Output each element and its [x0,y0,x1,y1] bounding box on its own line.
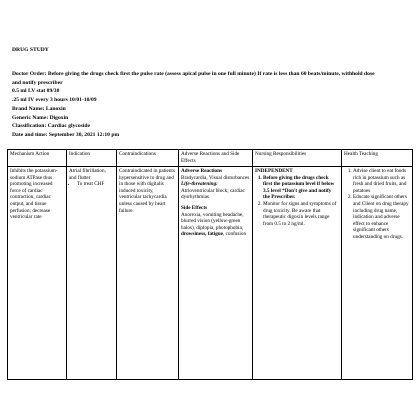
drug-study-table [7,149,413,380]
table-row [8,167,413,380]
dose-line-1: 0.5 ml LV stat 09/30 [12,88,60,94]
life-threatening-text: Atrioventricular block, cardiac dysrhythmias [181,187,245,201]
indication-bullet: • To treat CHF [77,181,114,188]
indication-list [69,181,114,188]
header-adverse-reactions: Adverse Reactions and Side Effects [179,150,253,167]
date-time: Date and time: September 30, 2021 12:10 pm [12,132,120,138]
nursing-item-2: 2. Monitor for signs and symptoms of drug toxicity. Be aware that therapeutic digoxin levels range from 0.5 to 2 ng/ml. [263,201,339,227]
adverse-cell [179,167,253,380]
header-contraindications: Contraindications [117,150,179,167]
doctor-order-line1: Doctor Order: Before giving the drugs check first the pulse rate (assess apical pulse in one full minute) If rate is less than 60 beats/minute, withhold dose [12,71,375,77]
brand-name: Brand Name: Lanoxin [12,106,66,112]
table-header-row [8,150,413,167]
dose-line-2: .25 ml IV every 3 hours 10/01-10/09 [12,97,97,103]
teaching-item-1: 1. Advise client to eat foods rich in potassium such as fresh and dried fruits, and potatoes [353,168,410,194]
teaching-cell [342,167,413,380]
indication-cell [67,167,117,380]
nursing-item-1: 1. Before giving the drugs check first the potassium level if below 3.5 level *Don't give and notify the Prescriber. [263,175,339,201]
header-indication: Indication [67,150,117,167]
life-threatening-label: Life-threatening: [181,181,218,188]
teaching-item-2: 2. Educate significant others and Client on drug therapy including drug name, indication and adverse effect to enhance significant others understanding on drugs. [353,194,410,240]
generic-name: Generic Name: Digoxin [12,115,69,121]
side-effects-text-c: , confusion [222,231,247,238]
doctor-order-line2: and notify prescriber [12,80,63,86]
header-mechanism: Mechanism Action [8,150,67,167]
nursing-list [255,175,339,228]
adverse-line1: Bradycardia, Visual disturbances [181,174,250,181]
side-effects-title: Side Effects [181,204,208,211]
header-health-teaching: Health Teaching [342,150,413,167]
side-effects-text-a: Anorexia, vomiting headache, blurred vision (yellow-green halos), diplopia, photophobia, [181,211,244,231]
mechanism-cell: Inhibits the potassium-sodium ATPase thus promoting increased force of cardiac contraction, cardiac output, and tissue perfusion; decrease ventricular rate [8,167,67,380]
side-effects-text [181,212,250,238]
contraindications-cell: Contraindicated in patients hypersensitive to drug and in those with digitalis induced toxicity, ventricular tachycardia unless caused by heart failure. [117,167,179,380]
nursing-title: INDEPENDENT [255,168,293,174]
header-nursing-responsibilities: Nursing Responsibilities [253,150,342,167]
teaching-list [344,168,410,241]
doc-title: DRUG STUDY [12,47,49,53]
indication-text: Atrial fibrillation, and flutter [69,168,106,181]
adverse-title: Adverse Reactions [181,168,223,174]
classification: Classification: Cardiac glycoside [12,123,90,129]
nursing-cell [253,167,342,380]
side-effects-text-b: drowsiness, fatigue [181,231,223,238]
